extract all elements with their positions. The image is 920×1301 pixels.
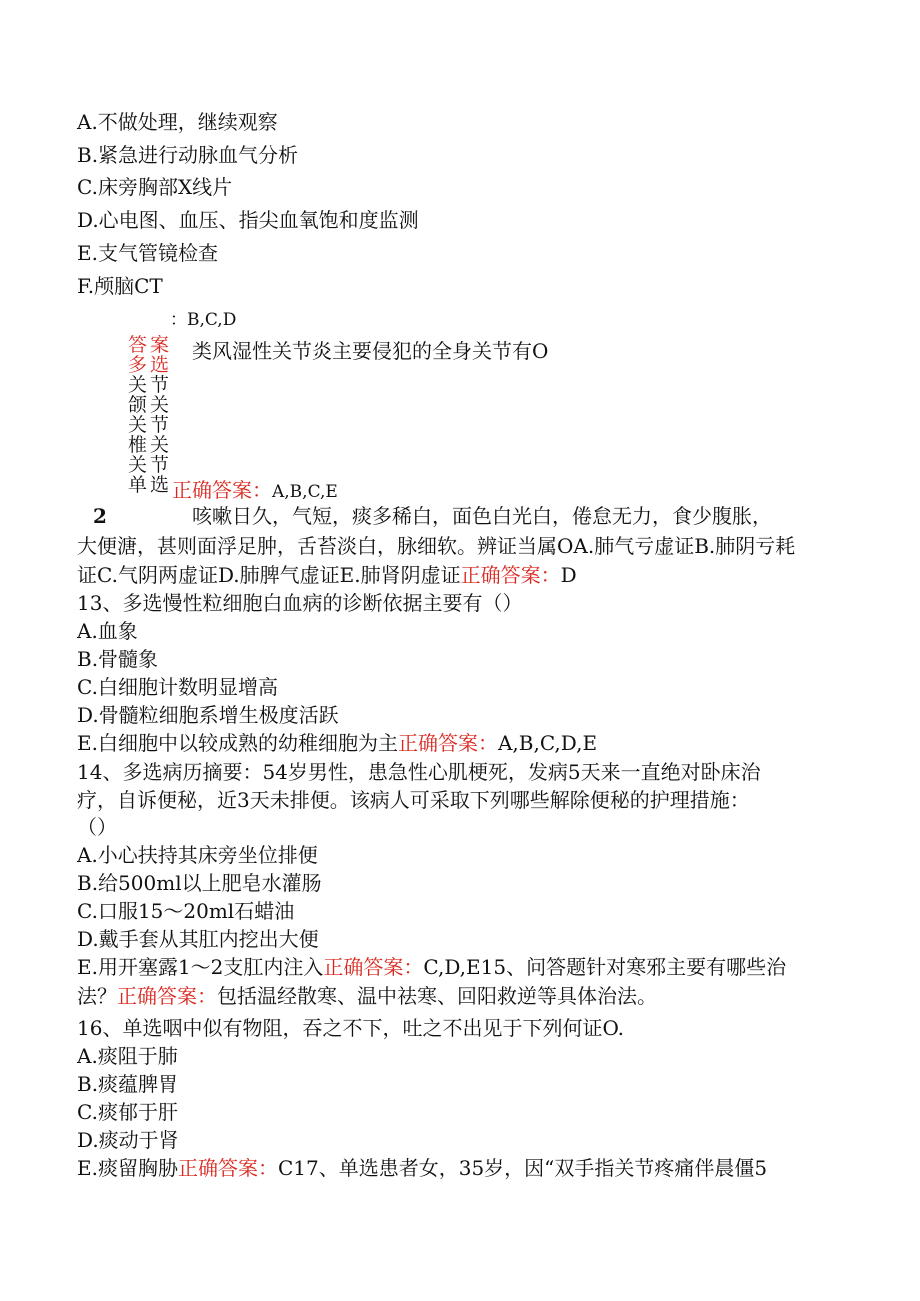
option-b: B.紧急进行动脉血气分析 xyxy=(77,143,299,167)
question-15-answer: 法？正确答案：包括温经散寒、温中祛寒、回阳救逆等具体治法。 xyxy=(77,984,657,1008)
q14-option-a: A.小心扶持其床旁坐位排便 xyxy=(77,843,318,867)
q13-option-a: A.血象 xyxy=(77,619,138,643)
option-c: C.床旁胸部X线片 xyxy=(77,175,233,199)
question-cough-line1: 咳嗽日久，气短，痰多稀白，面色白光白，倦怠无力，食少腹胀， xyxy=(192,504,772,528)
q13-option-e: E.白细胞中以较成熟的幼稚细胞为主正确答案：A,B,C,D,E xyxy=(77,731,598,755)
vertical-col-left-top: 答 多 xyxy=(128,334,148,376)
vertical-col-left: 关 颌 关 椎 关 单 xyxy=(128,374,148,496)
q13-option-d: D.骨髓粒细胞系增生极度活跃 xyxy=(77,703,339,727)
question-rheumatoid: 类风湿性关节炎主要侵犯的全身关节有O xyxy=(192,339,549,363)
answer-rheumatoid: 正确答案：A,B,C,E xyxy=(172,478,338,502)
question-14-line3: （） xyxy=(77,815,117,839)
q16-option-c: C.痰郁于肝 xyxy=(77,1100,178,1124)
question-14-line1: 14、多选病历摘要：54岁男性，患急性心肌梗死，发病5天来一直绝对卧床治 xyxy=(77,760,761,784)
q13-option-b: B.骨髓象 xyxy=(77,647,159,671)
question-13-title: 13、多选慢性粒细胞白血病的诊断依据主要有（） xyxy=(77,591,523,615)
q16-option-e: E.痰留胸胁正确答案：C17、单选患者女，35岁，因“双手指关节疼痛伴晨僵5 xyxy=(77,1156,768,1180)
q16-option-d: D.痰动于肾 xyxy=(77,1128,179,1152)
q14-option-b: B.给500ml以上肥皂水灌肠 xyxy=(77,871,322,895)
q16-option-a: A.痰阻于肺 xyxy=(77,1044,178,1068)
answer-q12: ：B,C,D xyxy=(170,310,237,330)
q16-option-b: B.痰蕴脾胃 xyxy=(77,1072,179,1096)
vertical-col-right: 节 关 节 关 节 选 xyxy=(150,374,170,496)
option-a: A.不做处理，继续观察 xyxy=(77,110,278,134)
option-d: D.心电图、血压、指尖血氧饱和度监测 xyxy=(77,208,419,232)
q14-option-e: E.用开塞露1～2支肛内注入正确答案：C,D,E15、问答题针对寒邪主要有哪些治 xyxy=(77,955,787,979)
option-e: E.支气管镜检查 xyxy=(77,241,218,265)
question-cough-line2: 大便溏，甚则面浮足肿，舌苔淡白，脉细软。辨证当属OA.肺气亏虚证B.肺阴亏耗 xyxy=(77,534,796,558)
q14-option-c: C.口服15～20ml石蜡油 xyxy=(77,899,295,923)
q14-option-d: D.戴手套从其肛内挖出大便 xyxy=(77,927,319,951)
question-14-line2: 疗，自诉便秘，近3天未排便。该病人可采取下列哪些解除便秘的护理措施： xyxy=(77,788,750,812)
question-cough-line3: 证C.气阴两虚证D.肺脾气虚证E.肺肾阴虚证正确答案：D xyxy=(77,563,577,587)
question-16-title: 16、单选咽中似有物阻，吞之不下，吐之不出见于下列何证O. xyxy=(77,1016,625,1040)
vertical-col-right-top: 案 选 xyxy=(150,334,170,376)
q13-option-c: C.白细胞计数明显增高 xyxy=(77,675,278,699)
question-number-glyph: 2 xyxy=(93,504,107,528)
option-f: F.颅脑CT xyxy=(77,274,163,298)
